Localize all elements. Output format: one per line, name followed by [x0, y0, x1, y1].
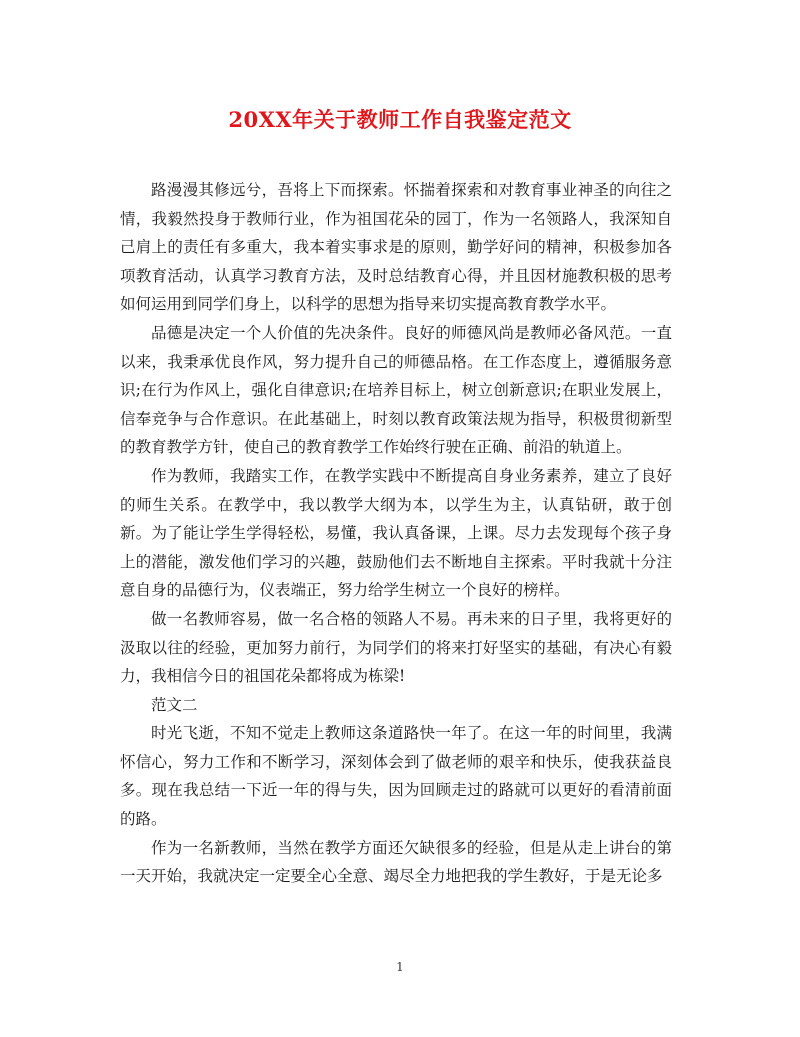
- paragraph: 作为教师，我踏实工作，在教学实践中不断提高自身业务素养，建立了良好的师生关系。在教学中，我以教学大纲为本，以学生为主，认真钻研，敢于创新。为了能让学生学得轻松，易懂，我认真备课，上课。尽力去发现每个孩子身上的潜能，激发他们学习的兴趣，鼓励他们去不断地自主探索。平时我就十分注意自身的品德行为，仪表端正，努力给学生树立一个良好的榜样。: [120, 466, 672, 600]
- paragraph: 作为一名新教师，当然在教学方面还欠缺很多的经验，但是从走上讲台的第一天开始，我就决定一定要全心全意、竭尽全力地把我的学生教好，于是无论多: [120, 838, 672, 886]
- paragraph: 做一名教师容易，做一名合格的领路人不易。再未来的日子里，我将更好的汲取以往的经验，更加努力前行，为同学们的将来打好坚实的基础，有决心有毅力，我相信今日的祖国花朵都将成为栋梁!: [120, 609, 672, 686]
- document-title: 20XX年关于教师工作自我鉴定范文: [228, 107, 572, 132]
- paragraph: 路漫漫其修远兮，吾将上下而探索。怀揣着探索和对教育事业神圣的向往之情，我毅然投身于教师行业，作为祖国花朵的园丁，作为一名领路人，我深知自己肩上的责任有多重大，我本着实事求是的原则，勤学好问的精神，积极参加各项教育活动，认真学习教育方法，及时总结教育心得，并且因材施教积极的思考如何运用到同学们身上，以科学的思想为指导来切实提高教育教学水平。: [120, 181, 672, 314]
- paragraph: 时光飞逝，不知不觉走上教师这条道路快一年了。在这一年的时间里，我满怀信心，努力工作和不断学习，深刻体会到了做老师的艰辛和快乐，使我获益良多。现在我总结一下近一年的得与失，因为回顾走过的路就可以更好的看清前面的路。: [120, 724, 672, 829]
- section-label: 范文二: [151, 695, 198, 714]
- document-body: [120, 176, 672, 891]
- page-number: 1: [396, 960, 404, 974]
- paragraph: 品德是决定一个人价值的先决条件。良好的师德风尚是教师必备风范。一直以来，我秉承优良作风，努力提升自己的师德品格。在工作态度上，遵循服务意识;在行为作风上，强化自律意识;在培养目标上，树立创新意识;在职业发展上，信奉竞争与合作意识。在此基础上，时刻以教育政策法规为指导，积极贯彻新型的教育教学方针，使自己的教育教学工作始终行驶在正确、前沿的轨道上。: [120, 323, 672, 457]
